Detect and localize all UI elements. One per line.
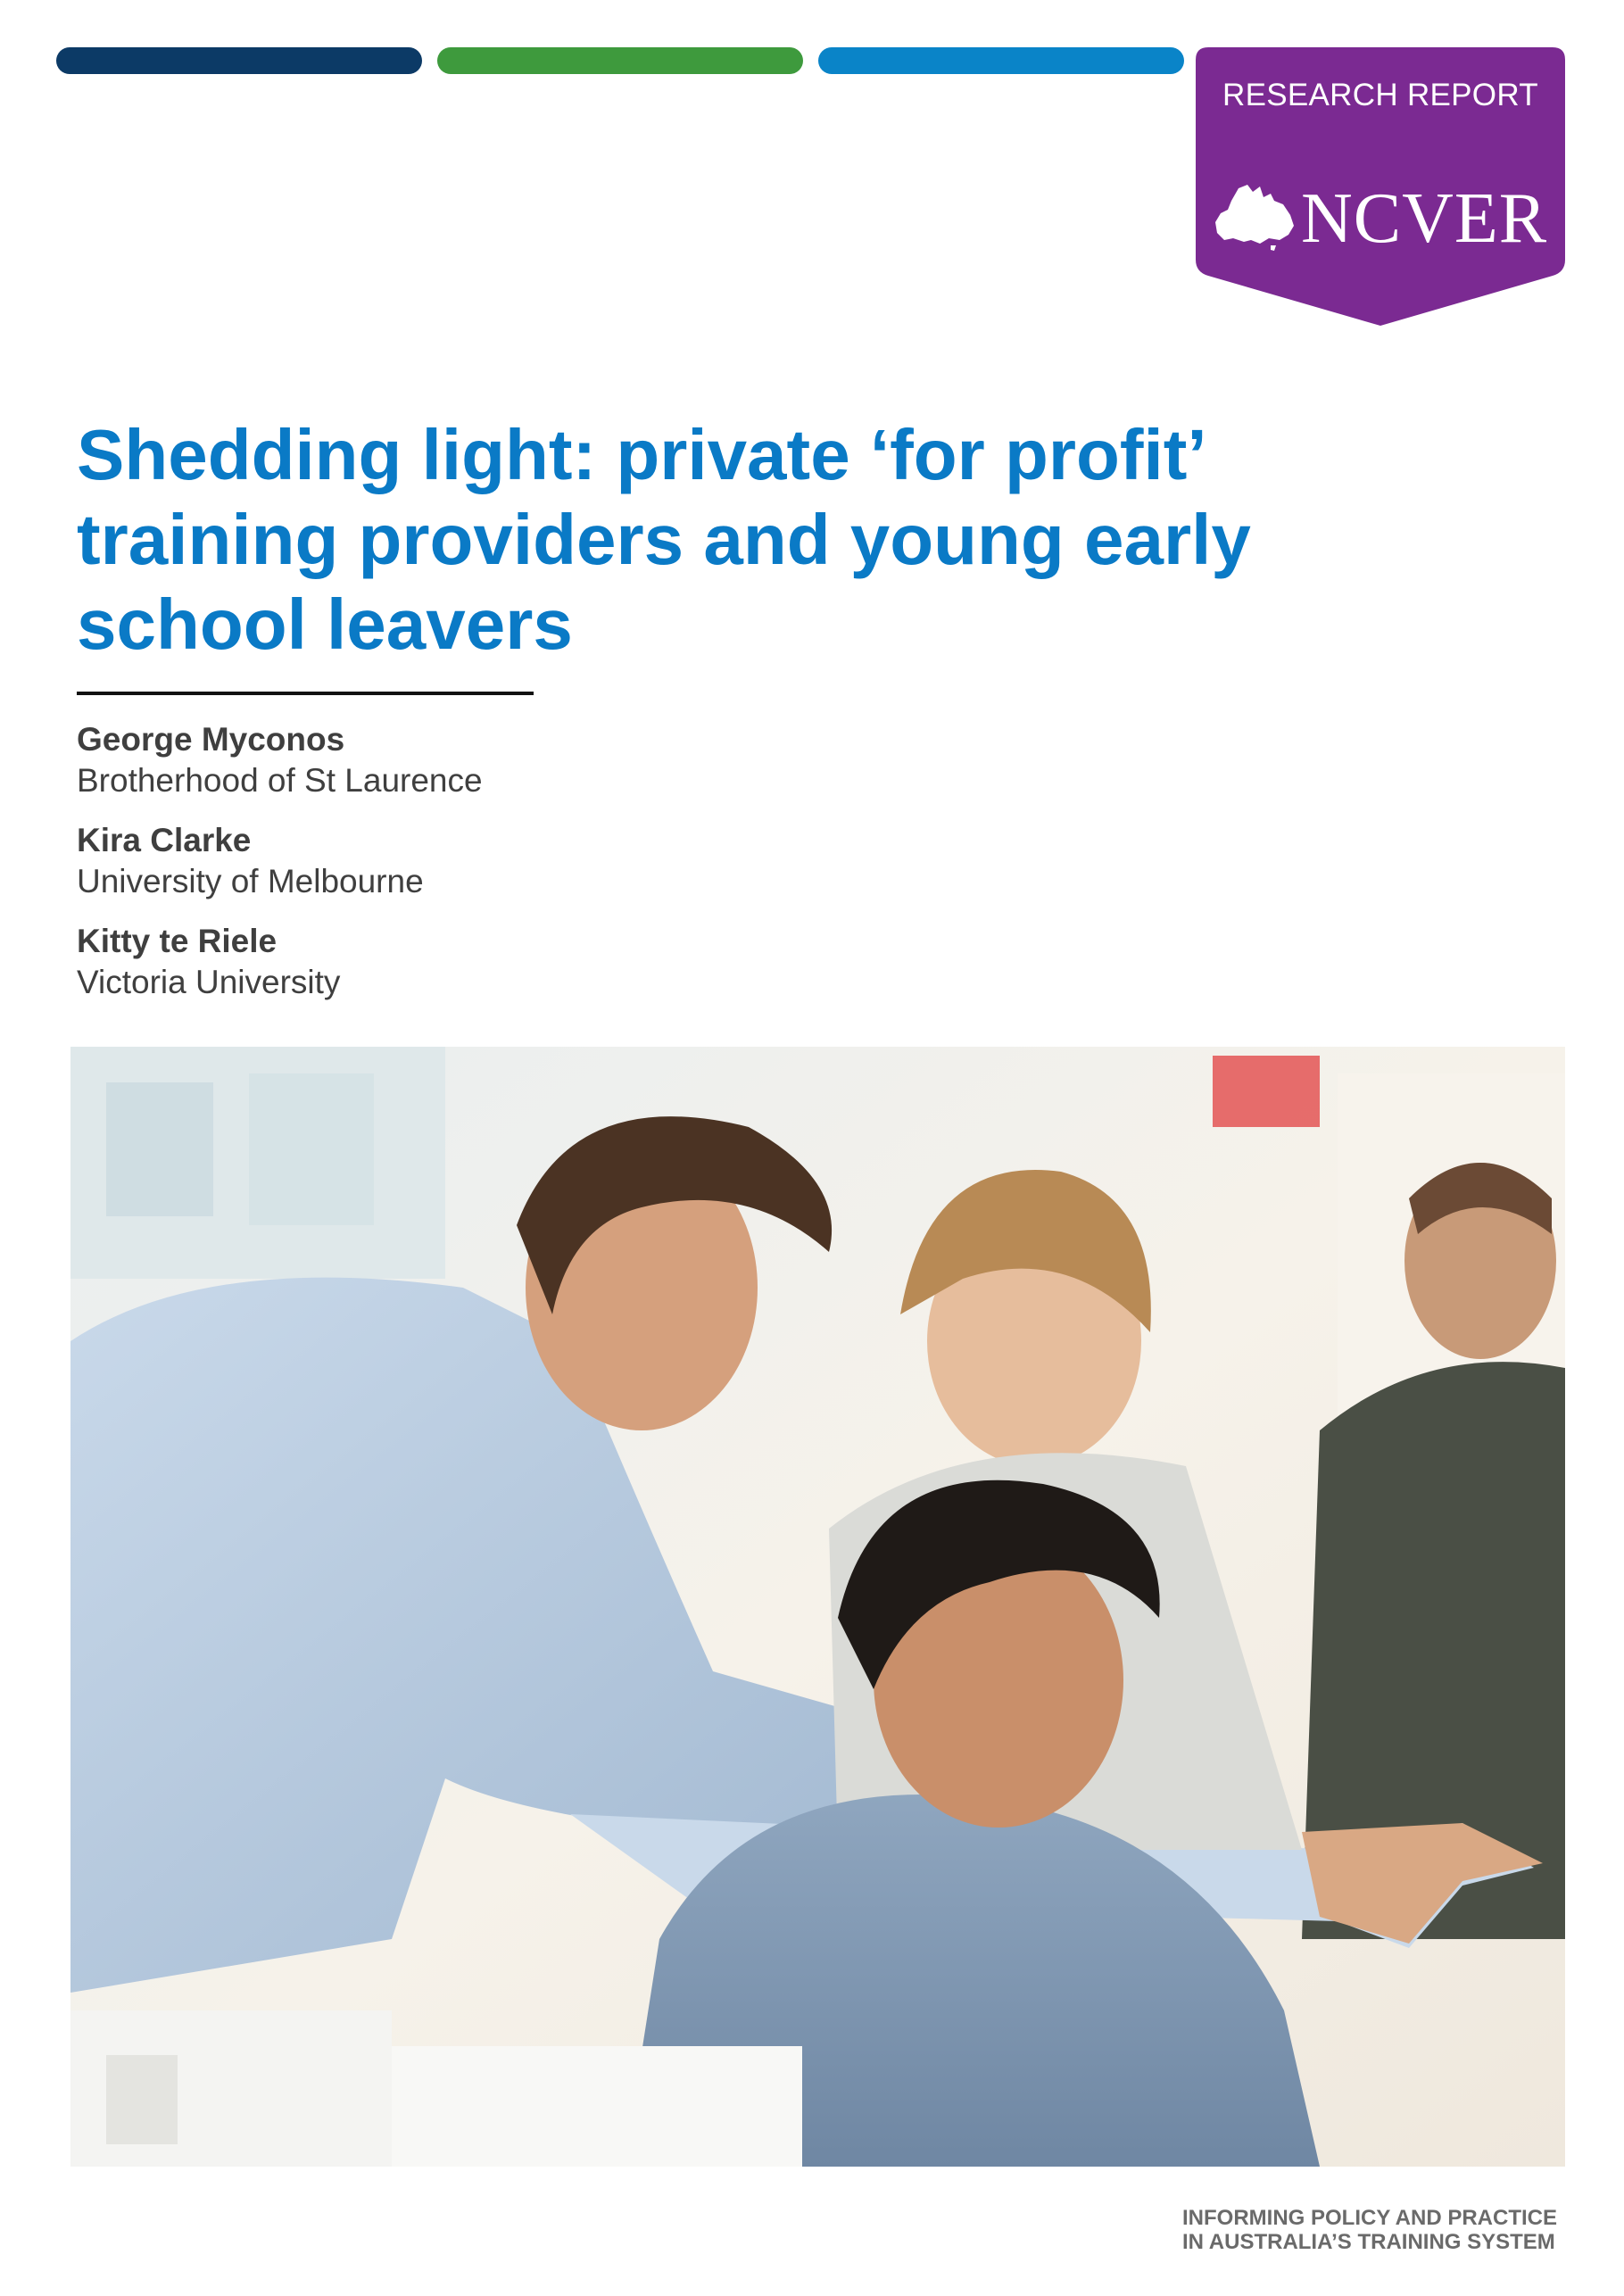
navy-accent-bar (56, 47, 422, 74)
australia-map-icon (1212, 181, 1297, 254)
classroom-photo-illustration (70, 1047, 1565, 2167)
author-affiliation: Victoria University (77, 964, 341, 1000)
badge-label: RESEARCH REPORT (1222, 78, 1538, 112)
author-name: Kitty te Riele (77, 923, 278, 959)
footer-line-2: IN AUSTRALIA’S TRAINING SYSTEM (1182, 2230, 1555, 2254)
footer-tagline (1182, 2206, 1566, 2254)
author-block (77, 719, 880, 801)
blue-accent-bar (818, 47, 1184, 74)
ncver-logo-text: NCVER (1301, 179, 1548, 258)
author-affiliation: University of Melbourne (77, 863, 424, 899)
report-title (77, 412, 1344, 667)
green-accent-bar (437, 47, 803, 74)
author-block (77, 820, 880, 902)
title-line-2: training providers and young early (77, 500, 1251, 579)
title-line-3: school leavers (77, 584, 573, 664)
title-divider (77, 692, 534, 695)
footer-line-1: INFORMING POLICY AND PRACTICE (1182, 2206, 1558, 2230)
title-line-1: Shedding light: private ‘for profit’ (77, 415, 1207, 494)
author-affiliation: Brotherhood of St Laurence (77, 762, 483, 799)
author-block (77, 921, 880, 1003)
author-name: Kira Clarke (77, 822, 252, 858)
author-name: George Myconos (77, 721, 345, 758)
cover-photo (70, 1047, 1565, 2167)
research-report-badge (1196, 47, 1565, 326)
